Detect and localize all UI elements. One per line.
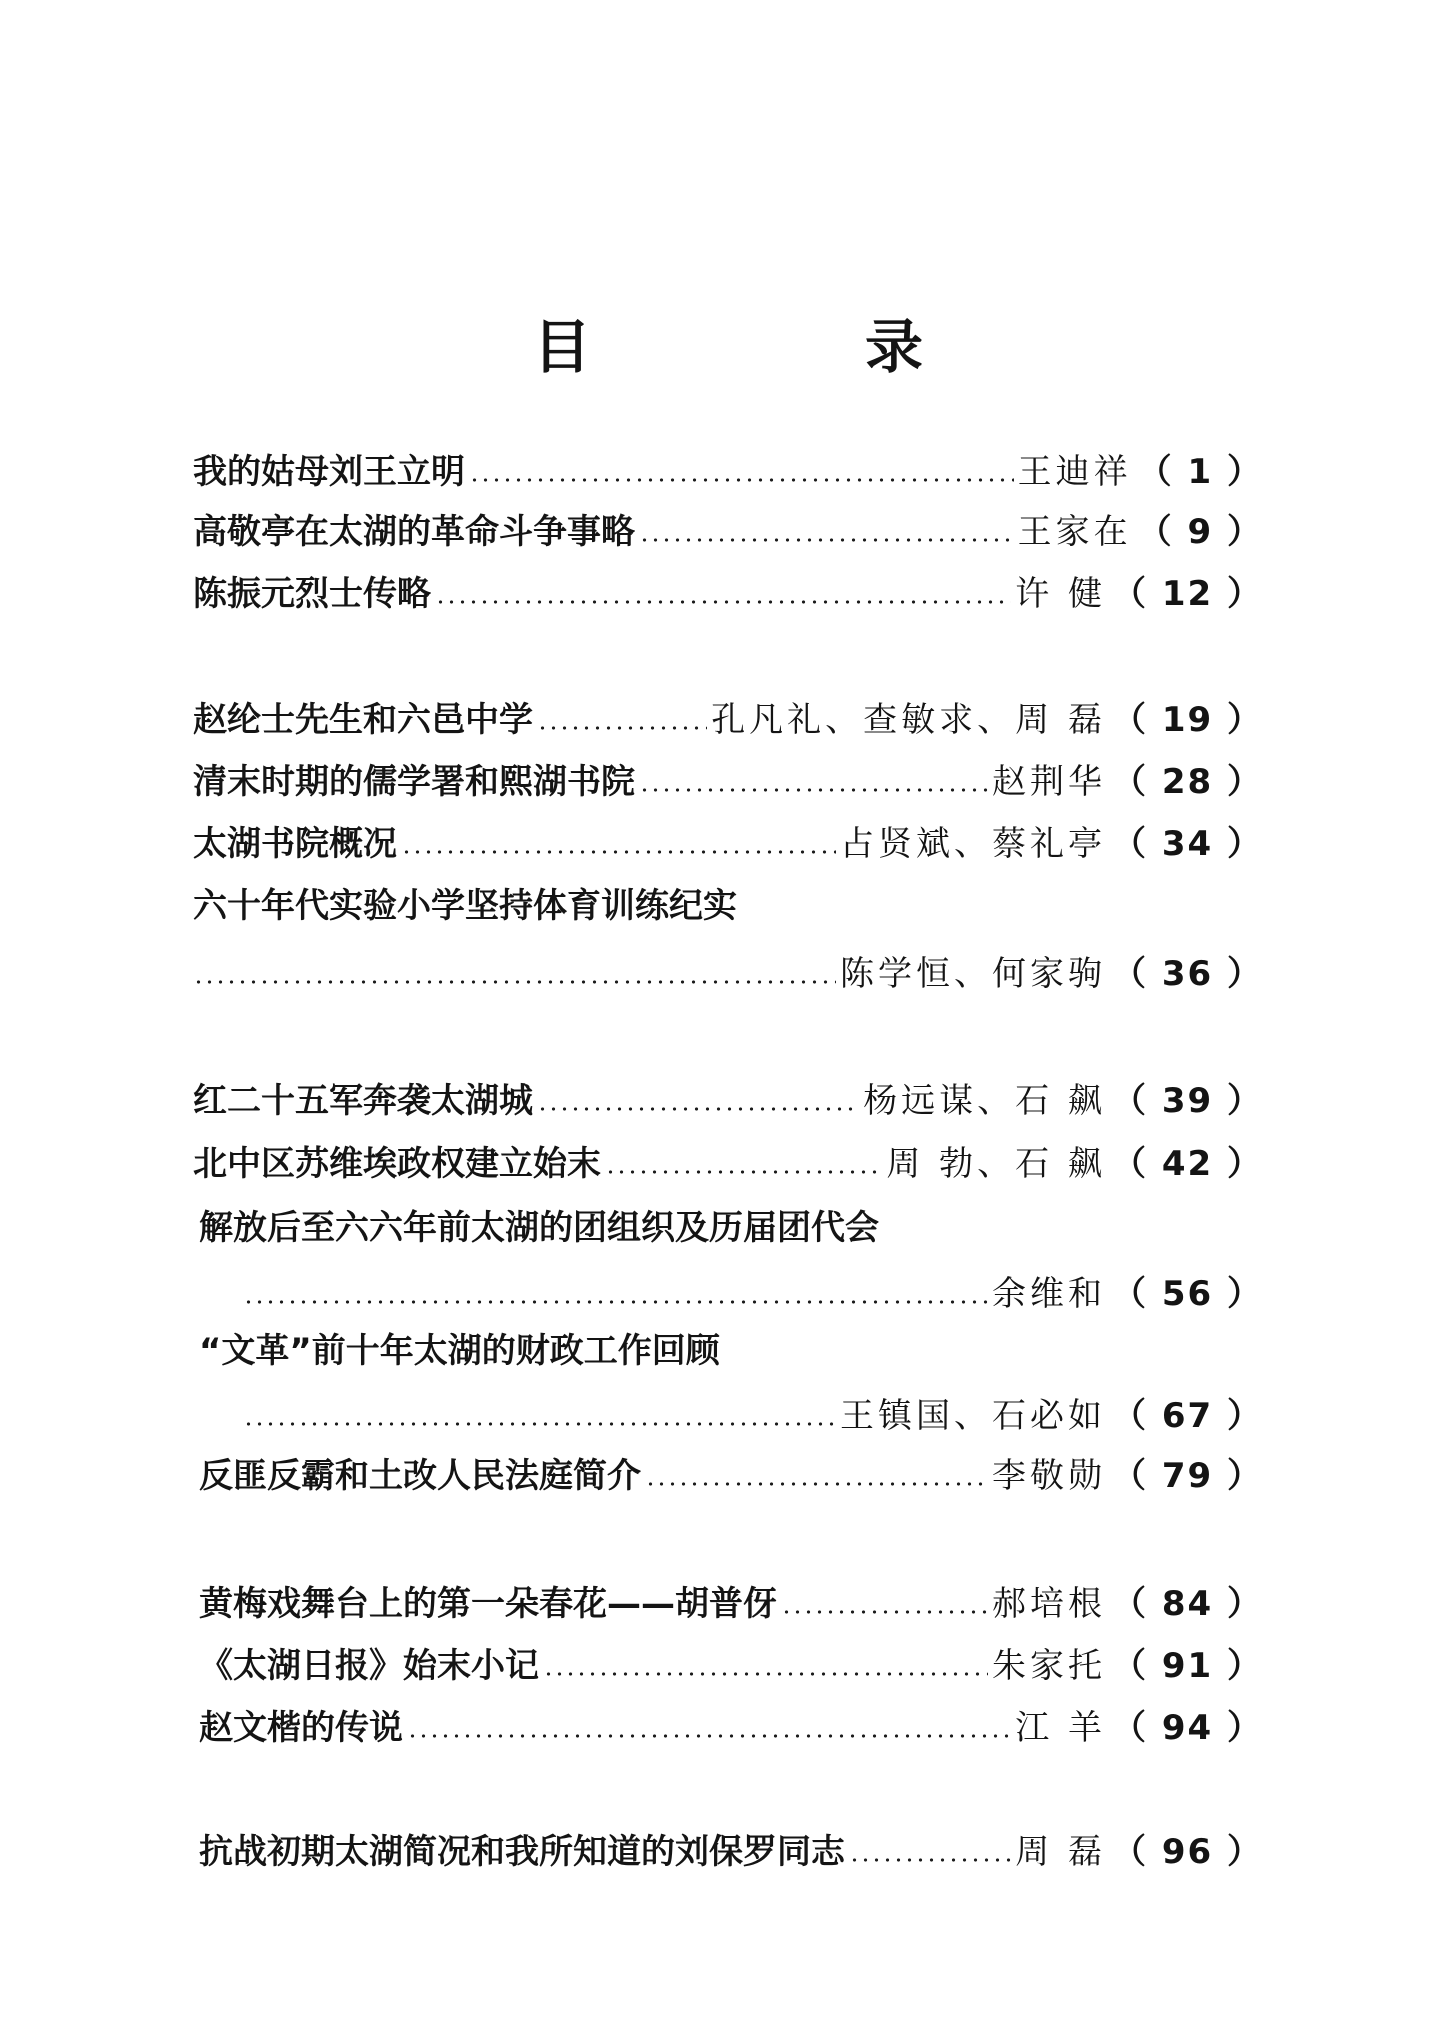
entry-page-number: （ 94 ） [1112, 1708, 1263, 1748]
dot-leader [543, 1672, 988, 1676]
entry-page-number: （ 56 ） [1112, 1274, 1263, 1314]
toc-entry-title-line[interactable] [193, 1325, 1263, 1377]
entry-page-number: （ 91 ） [1112, 1646, 1263, 1686]
entry-page-number: （ 39 ） [1112, 1081, 1263, 1121]
toc-entry[interactable] [193, 1702, 1263, 1754]
dot-leader [537, 1107, 859, 1111]
toc-entry[interactable] [193, 1826, 1263, 1878]
entry-author: 李敬勋 [992, 1456, 1106, 1496]
dot-leader [243, 1422, 836, 1426]
dot-leader [537, 726, 707, 730]
dot-leader [407, 1734, 1011, 1738]
toc-entry[interactable] [193, 446, 1263, 498]
toc-entry[interactable] [193, 694, 1263, 746]
entry-author: 占贤斌、蔡礼亭 [840, 824, 1106, 864]
dot-leader [645, 1482, 988, 1486]
entry-author: 王迪祥 [1017, 452, 1132, 492]
toc-entry[interactable] [193, 1578, 1263, 1630]
entry-title: 太湖书院概况 [193, 824, 397, 864]
entry-author: 朱家托 [992, 1646, 1106, 1686]
dot-leader [435, 600, 1011, 604]
dot-leader [605, 1170, 882, 1174]
entry-title: 高敬亭在太湖的革命斗争事略 [193, 512, 635, 552]
table-of-contents [193, 0, 1263, 2039]
entry-title: 我的姑母刘王立明 [193, 452, 465, 492]
entry-page-number: （ 42 ） [1112, 1144, 1263, 1184]
entry-page-number: （ 67 ） [1112, 1396, 1263, 1436]
toc-entry-title-line[interactable] [193, 880, 1263, 932]
toc-entry-title-line[interactable] [193, 1202, 1263, 1254]
entry-title: 红二十五军奔袭太湖城 [193, 1081, 533, 1121]
entry-author: 赵荆华 [992, 762, 1106, 802]
entry-page-number: （ 1 ） [1137, 452, 1263, 492]
toc-entry[interactable] [193, 1450, 1263, 1502]
entry-title: 《太湖日报》始末小记 [199, 1646, 539, 1686]
entry-title: 清末时期的儒学署和熙湖书院 [193, 762, 635, 802]
dot-leader [193, 980, 836, 984]
entry-author: 周 磊 [1015, 1832, 1106, 1872]
entry-title: 六十年代实验小学坚持体育训练纪实 [193, 886, 737, 926]
entry-title: 赵文楷的传说 [199, 1708, 403, 1748]
page-title-char-2: 录 [865, 313, 924, 381]
toc-entry[interactable] [193, 818, 1263, 870]
entry-author: 郝培根 [992, 1584, 1106, 1624]
entry-page-number: （ 28 ） [1112, 762, 1263, 802]
entry-title: 北中区苏维埃政权建立始末 [193, 1144, 601, 1184]
dot-leader [469, 478, 1014, 482]
entry-author: 孔凡礼、查敏求、周 磊 [711, 700, 1106, 740]
entry-author: 周 勃、石 飙 [886, 1144, 1106, 1184]
entry-page-number: （ 36 ） [1112, 954, 1263, 994]
toc-entry[interactable] [193, 756, 1263, 808]
entry-author: 许 健 [1015, 574, 1106, 614]
entry-page-number: （ 96 ） [1112, 1832, 1263, 1872]
toc-entry[interactable] [193, 1640, 1263, 1692]
toc-entry-continuation[interactable] [193, 948, 1263, 1000]
entry-title: 陈振元烈士传略 [193, 574, 431, 614]
entry-title: 反匪反霸和土改人民法庭简介 [199, 1456, 641, 1496]
entry-title: “文革”前十年太湖的财政工作回顾 [199, 1331, 720, 1371]
entry-author: 王家在 [1017, 512, 1132, 552]
dot-leader [849, 1858, 1011, 1862]
toc-entry[interactable] [193, 568, 1263, 620]
entry-page-number: （ 9 ） [1137, 512, 1263, 552]
entry-page-number: （ 34 ） [1112, 824, 1263, 864]
toc-entry[interactable] [193, 1138, 1263, 1190]
dot-leader [639, 538, 1014, 542]
entry-title: 抗战初期太湖简况和我所知道的刘保罗同志 [199, 1832, 845, 1872]
page-title-char-1: 目 [533, 313, 592, 381]
entry-author: 陈学恒、何家驹 [840, 954, 1106, 994]
entry-author: 王镇国、石必如 [840, 1396, 1106, 1436]
toc-entry[interactable] [193, 1075, 1263, 1127]
entry-page-number: （ 19 ） [1112, 700, 1263, 740]
dot-leader [401, 850, 836, 854]
entry-title: 解放后至六六年前太湖的团组织及历届团代会 [199, 1208, 879, 1248]
toc-entry-continuation[interactable] [193, 1268, 1263, 1320]
dot-leader [781, 1610, 988, 1614]
toc-entry[interactable] [193, 506, 1263, 558]
entry-author: 余维和 [992, 1274, 1106, 1314]
entry-page-number: （ 84 ） [1112, 1584, 1263, 1624]
toc-entry-continuation[interactable] [193, 1390, 1263, 1442]
dot-leader [639, 788, 988, 792]
entry-title: 赵纶士先生和六邑中学 [193, 700, 533, 740]
entry-page-number: （ 79 ） [1112, 1456, 1263, 1496]
dot-leader [243, 1300, 988, 1304]
entry-page-number: （ 12 ） [1112, 574, 1263, 614]
entry-author: 杨远谋、石 飙 [863, 1081, 1106, 1121]
entry-author: 江 羊 [1015, 1708, 1106, 1748]
entry-title: 黄梅戏舞台上的第一朵春花——胡普伢 [199, 1584, 777, 1624]
